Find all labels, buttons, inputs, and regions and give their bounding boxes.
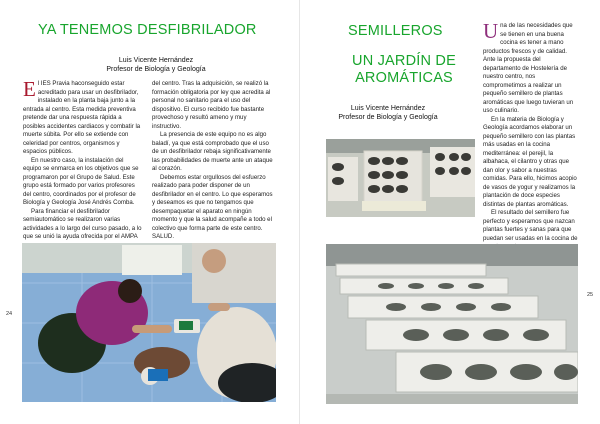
seedling-trays-illustration (326, 244, 578, 404)
author-role: Profesor de Biología y Geología (338, 114, 438, 121)
paragraph: Debemos estar orgullosos del esfuerzo realizado para poder disponer de un desfibrilador en el centro. Lo que esperamos y deseamos es que no tengamos que desempaquetar el aparato en ningún momento y que la salud acompañe a todo el colectivo que forma parte de este centro. SALUD. (152, 173, 273, 240)
text-column-2 (152, 80, 275, 242)
seedling-trays-photo (326, 244, 578, 404)
cpr-training-illustration (22, 243, 276, 402)
paragraph: En nuestro caso, la instalación del equipo se enmarca en los objetivos que se programaron por el Grupo de Salud. Este grupo está formado por varios profesores del centro, coordinados por el profesor de Biología y Geología José Andrés Comba. (23, 156, 139, 206)
seedling-cups-illustration (326, 139, 475, 217)
paragraph: En la materia de Biología y Geología acordamos elaborar un pequeño semillero con las plantas más usadas en la cocina mediterránea: el perejil, la albahaca, el cilantro y otras que dan olor y sabor a nuestras comidas. Para ello, hicimos acopio de vasos de yogur y realizamos la plantación de doce especies distintas de plantas aromáticas. (483, 115, 577, 208)
paragraph: l IES Pravia haconseguido estar acreditado para usar un desfibrilador, instalado en la planta baja junto a la entrada al centro. Esta medida preventiva pretende dar una respuesta rápida a posibles accidentes cardiacos y combatir la muerte súbita. Por ello se extiende con celeridad por centros, organismos y espacios públicos. (23, 80, 141, 155)
seedling-cups-photo (326, 139, 475, 217)
article-title-semilleros: SEMILLEROS (348, 23, 443, 39)
author-name: Luis Vicente Hernández (350, 105, 426, 112)
cpr-training-photo (22, 243, 276, 402)
page-number: 25 (587, 292, 594, 298)
drop-cap: U (483, 19, 499, 43)
article-subtitle (344, 53, 464, 87)
byline-right (328, 104, 448, 122)
paragraph: Para financiar el desfibrilador semiautomático se realizaron varias actividades a lo largo del curso pasado, a lo que se unió la ayuda ofrecida por el AMPA (23, 207, 142, 240)
drop-cap: E (23, 77, 36, 101)
right-page (300, 0, 600, 424)
article-title-desfibrilador: YA TENEMOS DESFIBRILADOR (38, 22, 257, 38)
subtitle-line: UN JARDÍN DE (352, 53, 456, 69)
subtitle-line: AROMÁTICAS (355, 70, 453, 86)
paragraph: La presencia de este equipo no es algo baladí, ya que está comprobado que el uso de un desfibrilador rebaja significativamente las probabilidades de muerte ante un ataque al corazón. (152, 131, 273, 172)
text-column-1 (23, 77, 143, 242)
author-role: Profesor de Biología y Geología (106, 66, 206, 73)
text-column-right (483, 19, 578, 252)
page-number: 24 (6, 311, 13, 317)
byline-left (70, 56, 242, 74)
paragraph: na de las necesidades que se tienen en una buena cocina es tener a mano productos frescos y de calidad. Ante la propuesta del departamento de Hostelería de nuestro centro, nos comprometimos a realizar un pequeño semillero de plantas aromáticas que luego tuvieran un uso culinario. (483, 22, 574, 114)
paragraph: El resultado del semillero fue perfecto y esperamos que nazcan plantas fuertes y sanas para que puedan ser usadas en la cocina de (483, 209, 578, 242)
author-name: Luis Vicente Hernández (118, 57, 194, 64)
paragraph: del centro. Tras la adquisición, se realizó la formación obligatoria por ley que acredita al personal no sanitario para el uso del dispositivo. El curso recibido fue bastante provechoso y resultó ameno y muy instructivo. (152, 80, 271, 130)
